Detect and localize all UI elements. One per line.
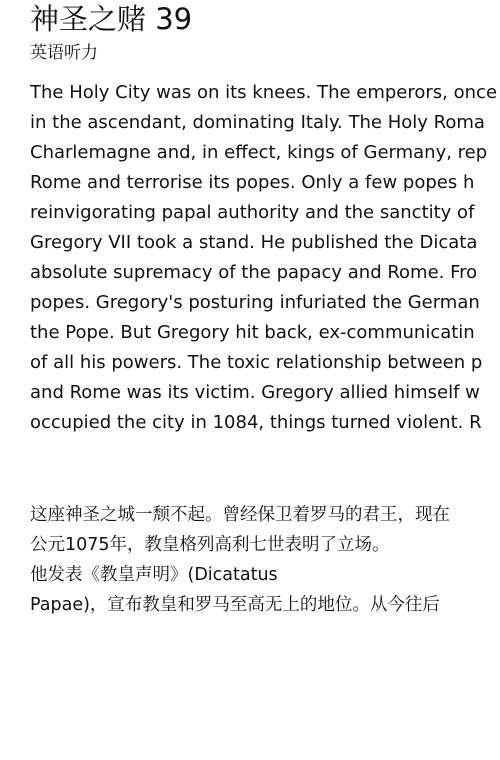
english-line: the Pope. But Gregory hit back, ex-communicatin: [30, 322, 475, 343]
english-line: absolute supremacy of the papacy and Rome. Fro: [30, 262, 478, 283]
chinese-line: Papae)，宣布教皇和罗马至高无上的地位。从今往后: [30, 595, 440, 615]
chinese-line: 他发表《教皇声明》(Dicatatus: [30, 565, 278, 585]
chinese-translation: [30, 500, 500, 620]
english-text: [30, 78, 500, 438]
english-line: in the ascendant, dominating Italy. The Holy Roma: [30, 112, 485, 133]
english-line: of all his powers. The toxic relationship between p: [30, 352, 483, 373]
english-line: The Holy City was on its knees. The emperors, once: [30, 82, 498, 103]
page-subtitle: 英语听力: [30, 43, 98, 63]
english-line: occupied the city in 1084, things turned violent. R: [30, 412, 482, 433]
english-line: and Rome was its victim. Gregory allied himself w: [30, 382, 480, 403]
chinese-line: 公元1075年，教皇格列高利七世表明了立场。: [30, 535, 390, 555]
english-line: popes. Gregory's posturing infuriated the German: [30, 292, 480, 313]
chinese-line: 这座神圣之城一颓不起。曾经保卫着罗马的君王，现在: [30, 505, 450, 525]
english-line: Gregory VII took a stand. He published the Dicata: [30, 232, 478, 253]
english-line: reinvigorating papal authority and the sanctity of: [30, 202, 475, 223]
english-line: Charlemagne and, in effect, kings of Germany, rep: [30, 142, 488, 163]
english-line: Rome and terrorise its popes. Only a few popes h: [30, 172, 475, 193]
page-title: 神圣之赌 39: [30, 2, 193, 36]
